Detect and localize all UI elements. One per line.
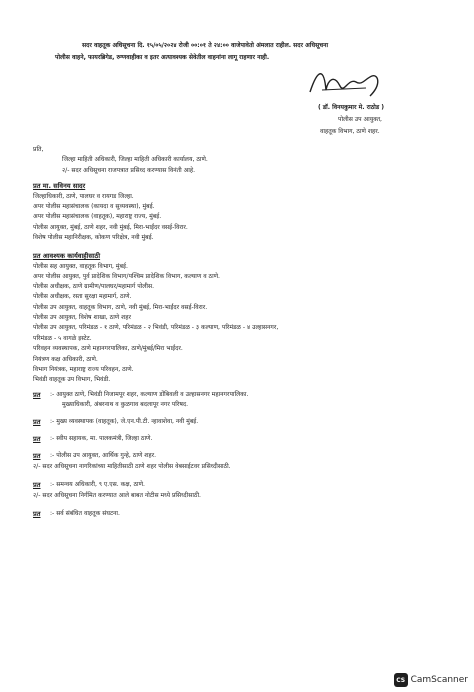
section-1-line: अपर पोलीस महासंचालक (वाहतूक), महाराष्ट्र राज्य, मुंबई. [33,213,162,220]
prati-label: प्रति, [33,146,44,153]
copy-text-continued: २/- सदर अधिसूचना नागरिकांच्या माहितीसाठी ठाणे शहर पोलीस वेबसाईटवर प्रसिध्दीसाठी. [33,463,231,470]
section-1-heading: प्रत मा. सविनय सादर [33,182,86,190]
copy-text-continued: २/- सदर अधिसूचना निर्गमित करण्यात आले बाबत नोटीस मध्ये प्रसिध्दीसाठी. [33,492,201,499]
section-2-line: पोलीस अधीक्षक, रस्ता सुरक्षा महामार्ग, ठाणे. [33,293,132,300]
copy-text-continued: मुख्याधिकारी, अंबरनाथ व कुळगाव बदलापूर नगर परिषद. [62,401,189,408]
copy-label: प्रत [33,481,41,489]
handwritten-signature [300,60,390,110]
intro-line-2: पोलीस वाहने, फायरब्रिगेड, रुग्णवाहीका व इतर अत्यावश्यक सेवेतील वाहनांना लागू राहणार नाही. [55,54,270,61]
section-2-line: पोलीस उप आयुक्त, वाहतूक विभाग, ठाणे, नवी मुंबई, मिरा-भाईंदर वसई-विरार. [33,304,208,311]
camscanner-logo-icon: CS [394,673,408,687]
section-2-line: पोलीस उप आयुक्त, परिमंडळ - १ ठाणे, परिमंडळ - २ भिवंडी, परिमंडळ - ३ कल्याण, परिमंडळ - ४ उल्हासनगर, [33,324,279,331]
section-1-line: विशेष पोलीस महानिरीक्षक, कोकण परिक्षेत्र, नवी मुंबई. [33,234,154,241]
copy-text: :- पोलीस उप आयुक्त, आर्थिक गुन्हे, ठाणे शहर. [50,452,157,459]
prati-line-1: जिल्हा माहिती अधिकारी, जिल्हा माहिती अधिकारी कार्यालय, ठाणे. [62,156,208,163]
copy-label: प्रत [33,418,41,426]
section-1-line: अपर पोलीस महासंचालक (कायदा व सुव्यवस्था), मुंबई. [33,203,155,210]
prati-line-2: २/- सदर अधिसूचना राजपत्रात प्रसिध्द करण्यास विनंती आहे. [62,167,196,174]
copy-text: :- समन्वय अधिकारी, ९ ए.एस. कक्ष, ठाणे. [50,481,145,488]
signatory-designation: पोलीस उप आयुक्त, [338,116,382,123]
signatory-name: ( डॉ. विनयकुमार मे. राठोड ) [318,104,385,111]
copy-text: :- स्वीय सहायक, मा. पालकमंत्री, जिल्हा ठाणे. [50,435,153,442]
section-2-line: पोलीस उप आयुक्त, विशेष शाखा, ठाणे शहर [33,314,131,321]
copy-label: प्रत [33,510,41,518]
section-2-line: अपर पोलीस आयुक्त, पुर्व प्रादेशिक विभाग/पश्चिम प्रादेशिक विभाग, कल्याण व ठाणे. [33,273,220,280]
section-2-line: भिवंडी वाहतूक उप विभाग, भिवंडी. [33,376,111,383]
signatory-office: वाहतूक विभाग, ठाणे शहर. [320,128,380,135]
copy-label: प्रत [33,435,41,443]
copy-label: प्रत [33,391,41,399]
section-1-line: पोलीस आयुक्त, मुंबई, ठाणे शहर, नवी मुंबई, मिरा-भाईंदर वसई-विरार. [33,224,188,231]
section-1-line: जिल्हाधिकारी, ठाणे, पालघर व रायगड जिल्हा. [33,193,134,200]
camscanner-text: CamScanner [410,675,468,685]
intro-line-1: सदर वाहतूक अधिसूचना दि. १५/०५/२०२४ रोजी ००:०१ ते २४:०० वाजेपावेतो अंमलात राहील. सदर अधिसूचना [82,42,329,49]
camscanner-badge [394,672,468,688]
copy-text: :- आयुक्त ठाणे, भिवंडी निजामपूर शहर, कल्याण डोंबिवली व उल्हासनगर महानगरपालिका. [50,391,249,398]
section-2-line: पोलीस अधीक्षक, ठाणे ग्रामीण/पालघर/महामार्ग पोलीस. [33,283,155,290]
section-2-line: पोलीस सह आयुक्त, वाहतूक विभाग, मुंबई. [33,263,128,270]
section-2-line: परिमंडळ - ५ वागळे इस्टेट. [33,335,92,342]
copy-text: :- मुख्य व्यवस्थापक (वाहतूक), जे.एन.पी.टी. न्हावाशेवा, नवी मुंबई. [50,418,199,425]
section-2-heading: प्रत आवश्यक कार्यवाहीसाठी [33,252,101,260]
section-2-line: नियंत्रण कक्ष अधिकारी, ठाणे. [33,356,98,363]
section-2-line: परिवहन व्यवस्थापक, ठाणे महानगरपालिका, ठाणे/मुंबई/मिरा भाईंदर. [33,345,183,352]
copy-label: प्रत [33,452,41,460]
section-2-line: विभाग नियंत्रक, महाराष्ट्र राज्य परिवहन, ठाणे. [33,366,134,373]
copy-text: :- सर्व संबंधित वाहतूक संघटना. [50,510,120,517]
